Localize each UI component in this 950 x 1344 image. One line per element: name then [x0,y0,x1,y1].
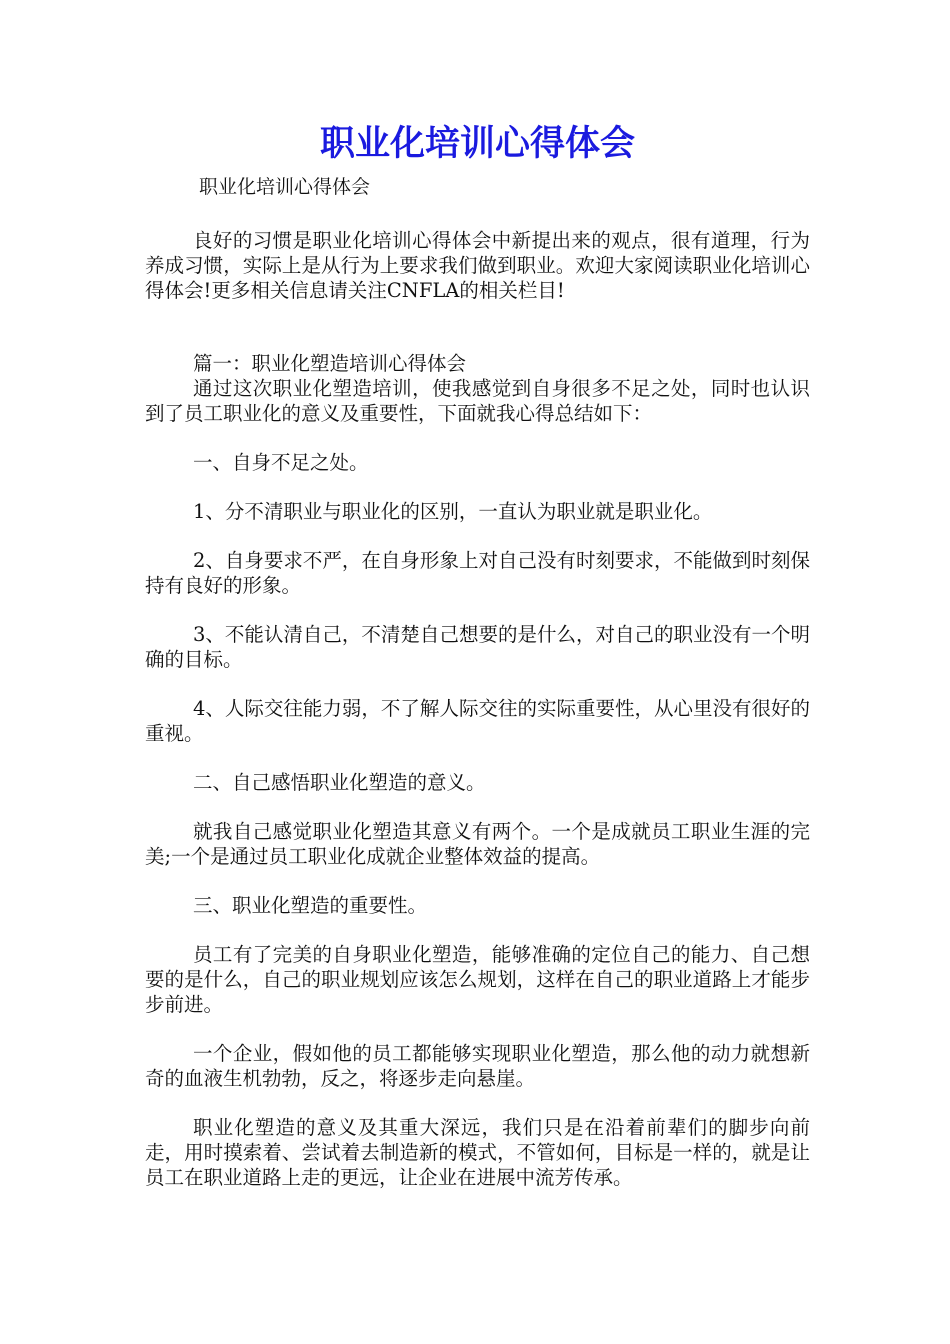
heading-meaning: 二、自己感悟职业化塑造的意义。 [193,771,486,794]
list-item-1: 1、分不清职业与职业化的区别，一直认为职业就是职业化。 [193,500,713,523]
paragraph-1: 通过这次职业化塑造培训，使我感觉到自身很多不足之处，同时也认识到了员工职业化的意义及重要性，下面就我心得总结如下： [145,377,810,425]
intro-paragraph: 良好的习惯是职业化培训心得体会中新提出来的观点，很有道理，行为养成习惯，实际上是从行为上要求我们做到职业。欢迎大家阅读职业化培训心得体会!更多相关信息请关注CNFLA的相关栏目! [145,229,810,302]
list-item-2: 2、自身要求不严，在自身形象上对自己没有时刻要求，不能做到时刻保持有良好的形象。 [145,549,810,597]
document-page [145,118,810,1190]
paragraph-importance-1: 员工有了完美的自身职业化塑造，能够准确的定位自己的能力、自己想要的是什么，自己的职业规划应该怎么规划，这样在自己的职业道路上才能步步前进。 [145,943,810,1016]
heading-shortcomings: 一、自身不足之处。 [193,451,369,474]
document-subtitle: 职业化培训心得体会 [199,176,371,198]
paragraph-conclusion: 职业化塑造的意义及其重大深远，我们只是在沿着前辈们的脚步向前走，用时摸索着、尝试着去制造新的模式，不管如何，目标是一样的，就是让员工在职业道路上走的更远，让企业在进展中流芳传承。 [145,1116,810,1189]
list-item-4: 4、人际交往能力弱，不了解人际交往的实际重要性，从心里没有很好的重视。 [145,697,810,745]
paragraph-importance-2: 一个企业，假如他的员工都能够实现职业化塑造，那么他的动力就想新奇的血液生机勃勃，反之，将逐步走向悬崖。 [145,1042,810,1090]
list-item-3: 3、不能认清自己，不清楚自己想要的是什么，对自己的职业没有一个明确的目标。 [145,623,810,671]
section-heading: 篇一：职业化塑造培训心得体会 [193,352,467,375]
heading-importance: 三、职业化塑造的重要性。 [193,894,428,917]
document-title: 职业化培训心得体会 [319,123,635,164]
paragraph-meaning: 就我自己感觉职业化塑造其意义有两个。一个是成就员工职业生涯的完美;一个是通过员工职业化成就企业整体效益的提高。 [145,820,810,868]
